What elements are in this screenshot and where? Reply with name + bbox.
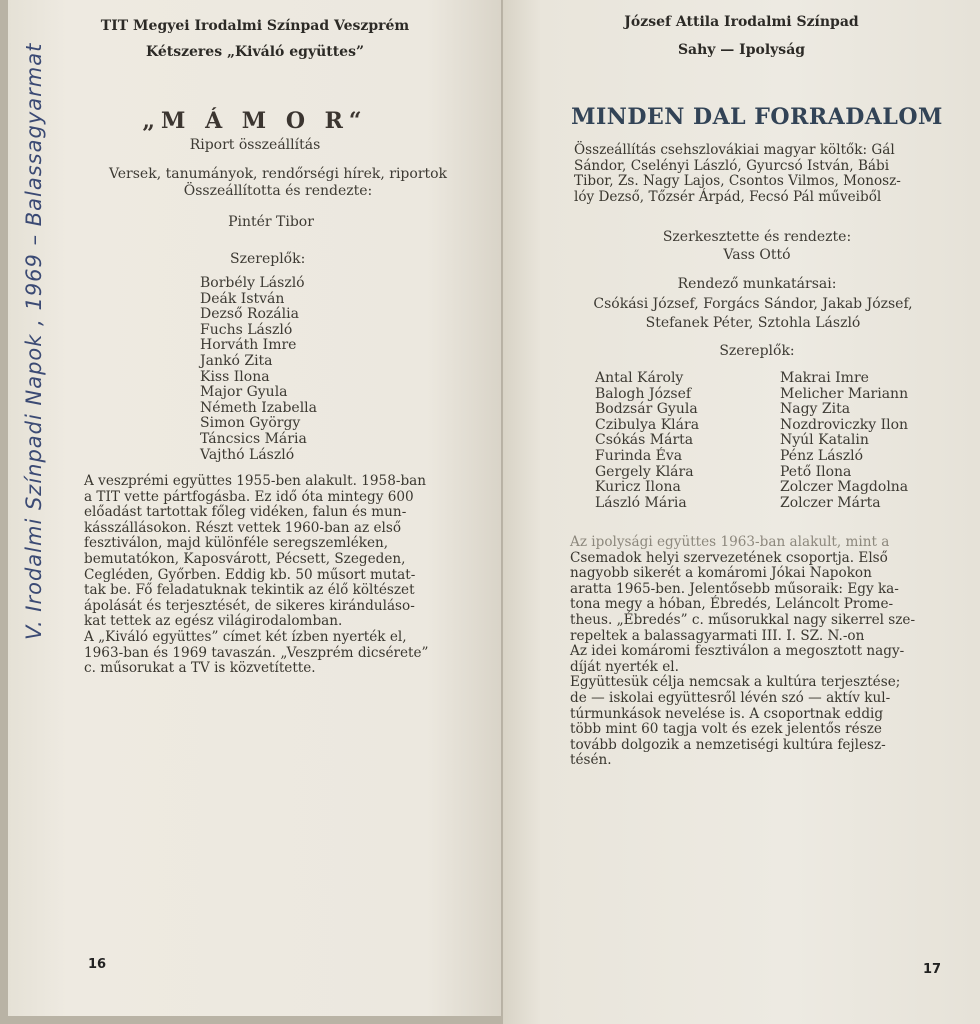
right-cast-list-left	[595, 371, 699, 511]
intro-line: lóy Dezső, Tőzsér Árpád, Fecsó Pál műveiből	[574, 188, 882, 205]
left-cast-label: Szereplők:	[230, 251, 306, 267]
cast-member: Nagy Zita	[780, 401, 851, 418]
paragraph-line: A veszprémi együttes 1955-ben alakult. 1958-ban	[84, 473, 427, 489]
cast-member: Pénz László	[780, 447, 864, 464]
left-subtitle: Riport összeállítás	[189, 137, 321, 153]
paragraph-line: Cegléden, Győrben. Eddig kb. 50 műsort mutat-	[84, 566, 416, 583]
paragraph-line: több mint 60 tagja volt és ezek jelentős része	[570, 721, 882, 738]
right-page-number: 17	[923, 962, 942, 977]
cast-member: Melicher Mariann	[780, 385, 909, 402]
left-compiled-by-label: Összeállította és rendezte:	[183, 183, 373, 199]
paragraph-line: ápolását és terjesztését, de sikeres kiránduláso-	[84, 597, 415, 614]
cast-member: Csókás Márta	[595, 432, 694, 449]
intro-line: Tibor, Zs. Nagy Lajos, Csontos Vilmos, Monosz-	[574, 173, 901, 190]
left-header-line1: TIT Megyei Irodalmi Színpad Veszprém	[100, 18, 410, 34]
right-page	[503, 0, 980, 1024]
cast-member: Táncsics Mária	[200, 430, 307, 447]
left-cast-list	[200, 276, 317, 463]
right-title: MINDEN DAL FORRADALOM	[571, 104, 943, 130]
paragraph-line: de — iskolai együttesről lévén szó — aktív kul-	[570, 689, 891, 706]
right-assistants-line: Stefanek Péter, Sztohla László	[645, 315, 861, 331]
right-paragraph	[570, 535, 943, 769]
left-header-line2: Kétszeres „Kiváló együttes”	[145, 44, 365, 60]
right-cast-label: Szereplők:	[719, 343, 795, 359]
cast-member: Gergely Klára	[595, 463, 694, 480]
left-genre-line: Versek, tanumányok, rendőrségi hírek, riportok	[108, 166, 448, 182]
paragraph-line: tésén.	[570, 752, 612, 769]
right-edited-by-label: Szerkesztette és rendezte:	[662, 229, 852, 245]
right-intro	[574, 143, 950, 205]
cast-member: Czibulya Klára	[595, 416, 700, 433]
cast-member: Horváth Imre	[200, 337, 297, 354]
paragraph-line: aratta 1965-ben. Jelentősebb műsoraik: Egy ka-	[570, 580, 899, 597]
paragraph-line: c. műsorukat a TV is közvetítette.	[84, 660, 316, 677]
paragraph-line: theus. „Ébredés” c. műsorukkal nagy sikerrel sze-	[570, 611, 916, 628]
cast-member: Major Gyula	[200, 384, 288, 401]
intro-line: Összeállítás csehszlovákiai magyar költők: Gál	[574, 142, 895, 158]
cast-member: Jankó Zita	[200, 352, 273, 369]
left-page	[8, 0, 502, 1016]
right-header-line2: Sahy — Ipolyság	[677, 42, 806, 58]
cast-member: Németh Izabella	[200, 399, 317, 416]
cast-member: Kiss Ilona	[200, 368, 270, 385]
cast-member: Kuricz Ilona	[595, 479, 681, 496]
right-cast-list-right	[780, 371, 908, 511]
cast-member: Bodzsár Gyula	[595, 401, 698, 418]
left-director: Pintér Tibor	[228, 214, 314, 230]
cast-member: Nyúl Katalin	[780, 432, 869, 449]
cast-member: Simon György	[200, 415, 301, 432]
right-director: Vass Ottó	[723, 247, 791, 263]
paragraph-line: tona megy a hóban, Ébredés, Leláncolt Prome-	[570, 596, 894, 613]
left-title: „M Á M O R“	[142, 108, 368, 134]
intro-line: Sándor, Cselényi László, Gyurcsó István, Bábi	[574, 157, 890, 174]
cast-member: László Mária	[595, 494, 687, 511]
paragraph-line: kat tettek az egész világirodalomban.	[84, 613, 343, 630]
cast-member: Zolczer Magdolna	[780, 479, 909, 496]
left-page-number: 16	[88, 957, 107, 972]
cast-member: Antal Károly	[595, 370, 684, 386]
paragraph-line: a TIT vette pártfogásba. Ez idő óta mintegy 600	[84, 488, 414, 505]
right-header-line1: József Attila Irodalmi Színpad	[624, 14, 859, 30]
paragraph-line: bemutatókon, Kaposvárott, Pécsett, Szegeden,	[84, 550, 406, 567]
cast-member: Deák István	[200, 290, 285, 307]
paragraph-line: Az ipolysági együttes 1963-ban alakult, mint a	[570, 534, 890, 550]
cast-member: Fuchs László	[200, 321, 293, 338]
cast-member: Nozdroviczky Ilon	[780, 416, 909, 433]
paragraph-line: kásszállásokon. Részt vettek 1960-ban az első	[84, 519, 402, 536]
cast-member: Zolczer Márta	[780, 494, 881, 511]
paragraph-line: Csemadok helyi szervezetének csoportja. Első	[570, 549, 888, 566]
paragraph-line: Az idei komáromi fesztiválon a megosztott nagy-	[570, 643, 905, 660]
paragraph-line: Együttesük célja nemcsak a kultúra terjesztése;	[570, 674, 901, 691]
cast-member: Balogh József	[595, 385, 692, 402]
paragraph-line: fesztiválon, majd különféle seregszemléken,	[84, 535, 389, 552]
right-assistants-label: Rendező munkatársai:	[677, 276, 837, 292]
cast-member: Dezső Rozália	[200, 306, 299, 323]
cast-member: Pető Ilona	[780, 463, 852, 480]
handwritten-note: V. Irodalmi Színpadi Napok , 1969 – Balassagyarmat	[22, 42, 46, 640]
paragraph-line: repeltek a balassagyarmati III. I. SZ. N.-on	[570, 627, 865, 644]
paragraph-line: előadást tartottak főleg vidéken, falun és mun-	[84, 504, 407, 521]
cast-member: Furinda Éva	[595, 447, 683, 464]
paragraph-line: díját nyerték el.	[570, 658, 679, 675]
paragraph-line: 1963-ban és 1969 tavaszán. „Veszprém dicsérete”	[84, 644, 429, 661]
left-paragraph	[84, 474, 456, 677]
cast-member: Makrai Imre	[780, 370, 869, 386]
right-assistants-line: Csókási József, Forgács Sándor, Jakab József,	[593, 296, 913, 312]
cast-member: Borbély László	[200, 275, 305, 291]
paragraph-line: túrmunkások nevelése is. A csoportnak eddig	[570, 705, 884, 722]
paragraph-line: tovább dolgozik a nemzetiségi kultúra fejlesz-	[570, 736, 886, 753]
paragraph-line: tak be. Fő feladatuknak tekintik az élő költészet	[84, 582, 415, 599]
paragraph-line: nagyobb sikerét a komáromi Jókai Napokon	[570, 565, 872, 582]
paragraph-line: A „Kiváló együttes” címet két ízben nyerték el,	[84, 628, 407, 645]
cast-member: Vajthó László	[200, 446, 295, 463]
